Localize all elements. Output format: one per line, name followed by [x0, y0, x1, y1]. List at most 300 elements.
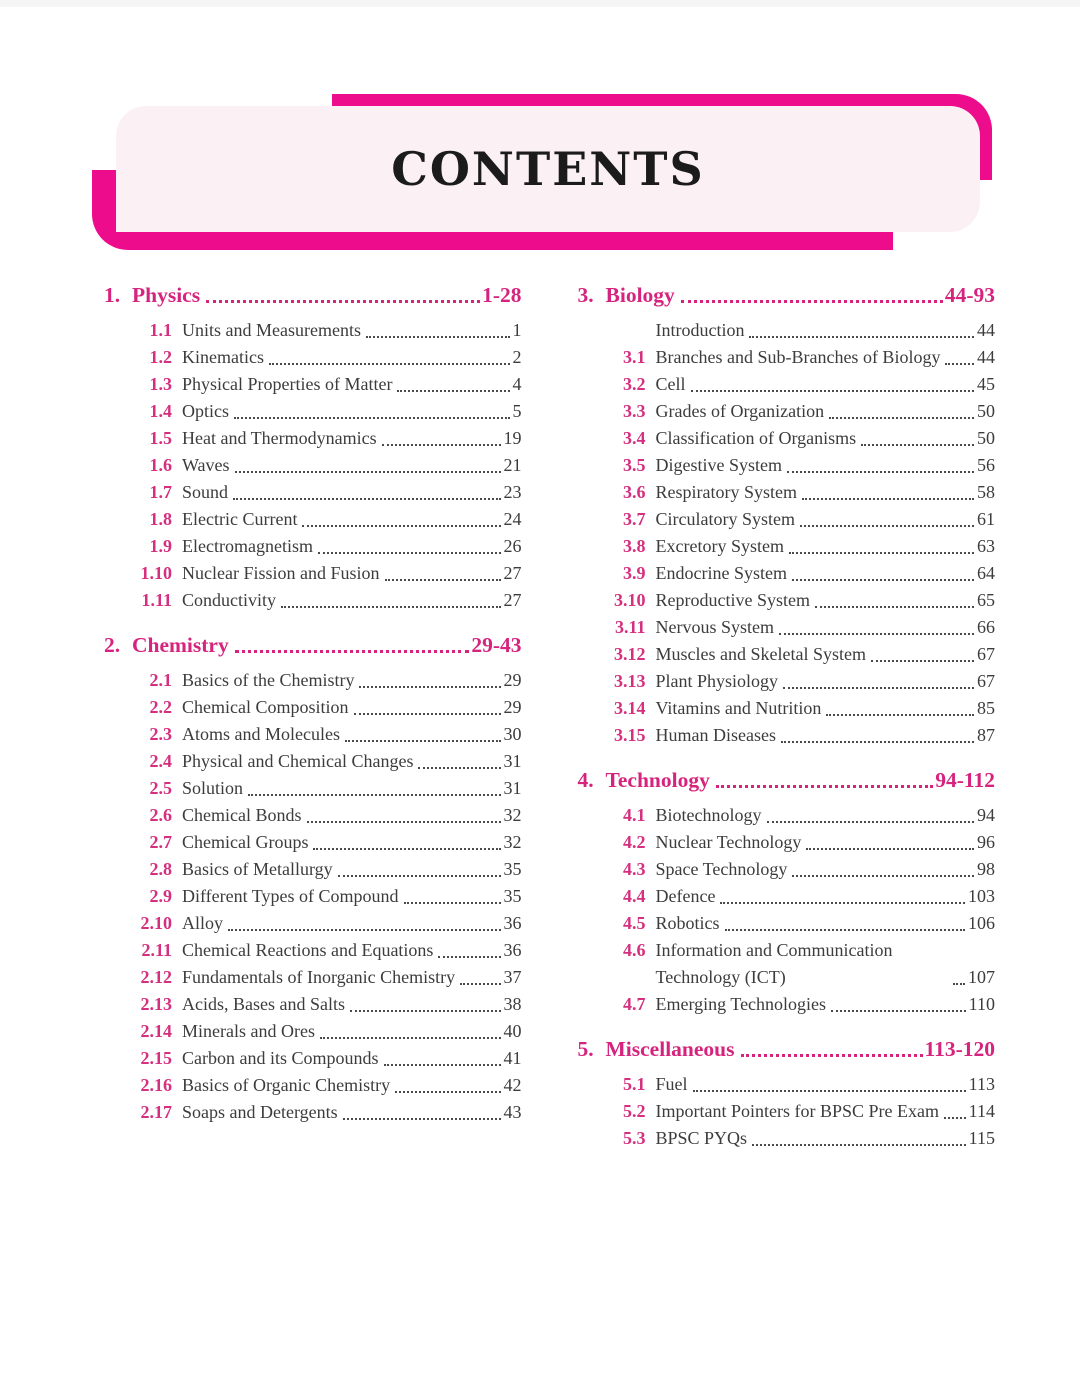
entry-page-number: 31	[503, 778, 522, 798]
toc-section	[578, 765, 996, 1018]
dotted-leader	[460, 983, 500, 985]
dotted-leader	[792, 875, 974, 877]
dotted-leader	[802, 498, 974, 500]
section-page-range: 94-112	[935, 768, 995, 792]
toc-entry	[578, 560, 996, 587]
entry-label: Conductivity	[182, 590, 276, 610]
toc-entry	[578, 479, 996, 506]
entry-page-number: 36	[503, 940, 522, 960]
entry-page-number: 56	[977, 455, 995, 475]
entry-number: 3.8	[623, 536, 646, 556]
section-page-range: 1-28	[482, 283, 522, 307]
toc-column-right	[578, 280, 996, 1152]
dotted-leader	[338, 875, 501, 877]
entry-page-number: 85	[977, 698, 995, 718]
entry-label: Fuel	[655, 1074, 688, 1094]
toc-section	[578, 280, 996, 749]
entry-page-number: 106	[968, 913, 995, 933]
toc-entry	[104, 1045, 522, 1072]
entry-label: Vitamins and Nutrition	[655, 698, 822, 718]
entry-label: Electric Current	[182, 509, 298, 529]
section-number: 2.	[104, 633, 121, 657]
entry-number: 4.5	[623, 913, 646, 933]
toc-body	[104, 280, 995, 1152]
toc-entry	[104, 533, 522, 560]
toc-entry	[578, 371, 996, 398]
dotted-leader	[438, 956, 500, 958]
entry-page-number: 40	[503, 1021, 522, 1041]
entry-page-number: 24	[503, 509, 522, 529]
dotted-leader	[681, 300, 943, 303]
toc-entry	[578, 1125, 996, 1152]
toc-entry	[578, 587, 996, 614]
entry-number: 2.11	[141, 940, 172, 960]
entry-label: Electromagnetism	[182, 536, 313, 556]
toc-entry	[104, 775, 522, 802]
entry-label: Endocrine System	[655, 563, 787, 583]
entry-page-number: 66	[977, 617, 995, 637]
toc-entry	[578, 344, 996, 371]
entry-page-number: 30	[503, 724, 522, 744]
entry-page-number: 4	[512, 374, 522, 394]
entry-label: Physical Properties of Matter	[182, 374, 393, 394]
entry-number: 4.1	[623, 805, 646, 825]
entry-number: 1.5	[149, 428, 172, 448]
dotted-leader	[815, 606, 974, 608]
dotted-leader	[235, 471, 501, 473]
dotted-leader	[767, 821, 975, 823]
entry-page-number: 32	[503, 805, 522, 825]
entry-page-number: 61	[977, 509, 995, 529]
entry-page-number: 67	[977, 644, 995, 664]
toc-entry	[104, 425, 522, 452]
section-heading	[104, 630, 522, 660]
toc-entry	[104, 991, 522, 1018]
entry-number: 2.6	[149, 805, 172, 825]
entry-label: Plant Physiology	[655, 671, 779, 691]
entry-number: 2.8	[149, 859, 172, 879]
entry-page-number: 67	[977, 671, 995, 691]
dotted-leader	[871, 660, 974, 662]
dotted-leader	[944, 1117, 966, 1119]
dotted-leader	[269, 363, 510, 365]
dotted-leader	[228, 929, 500, 931]
entry-page-number: 37	[503, 967, 522, 987]
entry-number: 1.1	[149, 320, 172, 340]
entry-label: Biotechnology	[655, 805, 762, 825]
dotted-leader	[779, 633, 974, 635]
entry-number: 2.13	[140, 994, 172, 1014]
entry-number: 3.2	[623, 374, 646, 394]
section-page-range: 113-120	[924, 1037, 995, 1061]
toc-section	[578, 1034, 996, 1152]
toc-entry	[578, 1071, 996, 1098]
section-number: 4.	[577, 768, 594, 792]
toc-entry	[104, 1018, 522, 1045]
entry-label: Grades of Organization	[655, 401, 825, 421]
dotted-leader	[366, 336, 510, 338]
entry-label: Classification of Organisms	[655, 428, 857, 448]
entry-label: Kinematics	[182, 347, 264, 367]
entry-number: 2.4	[149, 751, 172, 771]
dotted-leader	[397, 390, 509, 392]
toc-entry	[104, 479, 522, 506]
entry-label: Chemical Groups	[182, 832, 309, 852]
entry-page-number: 32	[503, 832, 522, 852]
entry-number: 3.12	[614, 644, 646, 664]
entry-number: 1.2	[149, 347, 172, 367]
entry-page-number: 65	[977, 590, 995, 610]
entry-number: 3.7	[623, 509, 646, 529]
dotted-leader	[800, 525, 974, 527]
dotted-leader	[741, 1054, 923, 1057]
entry-page-number: 31	[503, 751, 522, 771]
section-heading	[578, 280, 996, 310]
entry-page-number: 29	[503, 670, 522, 690]
entry-page-number: 50	[977, 428, 995, 448]
toc-entry	[578, 614, 996, 641]
entry-number: 1.7	[149, 482, 172, 502]
entry-label: Nuclear Fission and Fusion	[182, 563, 380, 583]
toc-section	[104, 280, 522, 614]
dotted-leader	[404, 902, 501, 904]
toc-entry	[578, 506, 996, 533]
entry-page-number: 113	[968, 1074, 995, 1094]
page-title: CONTENTS	[391, 142, 705, 196]
dotted-leader	[752, 1144, 966, 1146]
toc-entry	[104, 317, 522, 344]
toc-entry	[578, 398, 996, 425]
toc-entry	[104, 452, 522, 479]
section-number: 1.	[104, 283, 121, 307]
toc-entry	[104, 910, 522, 937]
entry-number: 3.9	[623, 563, 646, 583]
entry-label: Information and Communication Technology (ICT)	[655, 940, 893, 987]
entry-label: Different Types of Compound	[182, 886, 399, 906]
entry-label: Chemical Reactions and Equations	[182, 940, 434, 960]
toc-entry	[104, 344, 522, 371]
entry-label: Excretory System	[655, 536, 784, 556]
dotted-leader	[248, 794, 500, 796]
dotted-leader	[313, 848, 500, 850]
entry-page-number: 58	[977, 482, 995, 502]
toc-column-left	[104, 280, 522, 1152]
entry-label: Soaps and Detergents	[182, 1102, 338, 1122]
dotted-leader	[307, 821, 501, 823]
entry-number: 2.16	[140, 1075, 172, 1095]
entry-label: Muscles and Skeletal System	[655, 644, 866, 664]
entry-label: Basics of Metallurgy	[182, 859, 333, 879]
toc-entry	[104, 721, 522, 748]
entry-number: 1.11	[141, 590, 172, 610]
toc-entry	[578, 937, 996, 991]
toc-entry	[104, 1099, 522, 1126]
entry-number: 3.3	[623, 401, 646, 421]
toc-entry	[104, 694, 522, 721]
dotted-leader	[359, 686, 500, 688]
entry-label: Physical and Chemical Changes	[182, 751, 414, 771]
entry-number: 4.2	[623, 832, 646, 852]
section-page-range: 29-43	[471, 633, 522, 657]
entry-label: Carbon and its Compounds	[182, 1048, 379, 1068]
entry-number: 4.3	[623, 859, 646, 879]
entry-page-number: 98	[977, 859, 995, 879]
entry-label: Circulatory System	[655, 509, 795, 529]
toc-entry	[578, 722, 996, 749]
entry-number: 3.4	[623, 428, 646, 448]
entry-page-number: 44	[977, 320, 995, 340]
dotted-leader	[418, 767, 500, 769]
dotted-leader	[318, 552, 501, 554]
toc-entry	[578, 425, 996, 452]
entry-number: 1.3	[149, 374, 172, 394]
entry-number: 2.2	[149, 697, 172, 717]
entry-page-number: 43	[503, 1102, 522, 1122]
entry-page-number: 35	[503, 886, 522, 906]
dotted-leader	[206, 300, 480, 303]
toc-entry	[104, 856, 522, 883]
dotted-leader	[783, 687, 974, 689]
entry-label: Cell	[655, 374, 686, 394]
entry-page-number: 115	[968, 1128, 995, 1148]
entry-number: 2.7	[149, 832, 172, 852]
entry-label: BPSC PYQs	[655, 1128, 748, 1148]
dotted-leader	[385, 579, 501, 581]
entry-label: Human Diseases	[655, 725, 776, 745]
dotted-leader	[720, 902, 965, 904]
entry-page-number: 110	[968, 994, 995, 1014]
toc-section	[104, 630, 522, 1126]
dotted-leader	[749, 336, 974, 338]
dotted-leader	[792, 579, 974, 581]
entry-page-number: 50	[977, 401, 995, 421]
dotted-leader	[345, 740, 501, 742]
dotted-leader	[281, 606, 501, 608]
entry-number: 2.9	[149, 886, 172, 906]
toc-entry	[578, 452, 996, 479]
dotted-leader	[826, 714, 974, 716]
dotted-leader	[384, 1064, 501, 1066]
dotted-leader	[691, 390, 975, 392]
toc-entry	[104, 883, 522, 910]
entry-number: 3.6	[623, 482, 646, 502]
entry-page-number: 44	[977, 347, 995, 367]
toc-entry	[578, 883, 996, 910]
toc-entry	[578, 991, 996, 1018]
entry-label: Units and Measurements	[182, 320, 361, 340]
dotted-leader	[382, 444, 501, 446]
entry-label: Chemical Bonds	[182, 805, 302, 825]
entry-number: 2.12	[140, 967, 172, 987]
entry-page-number: 45	[977, 374, 995, 394]
dotted-leader	[781, 741, 974, 743]
entry-page-number: 35	[503, 859, 522, 879]
dotted-leader	[953, 983, 965, 985]
dotted-leader	[861, 444, 974, 446]
entry-label: Reproductive System	[655, 590, 810, 610]
entry-page-number: 87	[977, 725, 995, 745]
entry-page-number: 96	[977, 832, 995, 852]
entry-label: Atoms and Molecules	[182, 724, 340, 744]
dotted-leader	[350, 1010, 501, 1012]
dotted-leader	[343, 1118, 501, 1120]
toc-entry	[578, 910, 996, 937]
entry-number: 3.13	[614, 671, 646, 691]
entry-label: Nervous System	[655, 617, 774, 637]
entry-page-number: 38	[503, 994, 522, 1014]
entry-number: 2.14	[140, 1021, 172, 1041]
toc-entry	[578, 695, 996, 722]
toc-entry	[104, 667, 522, 694]
toc-entry	[578, 829, 996, 856]
entry-label: Introduction	[655, 320, 745, 340]
entry-page-number: 27	[503, 590, 522, 610]
section-heading	[578, 1034, 996, 1064]
entry-page-number: 114	[968, 1101, 995, 1121]
entry-number: 1.10	[140, 563, 172, 583]
entry-label: Emerging Technologies	[655, 994, 827, 1014]
entry-page-number: 19	[503, 428, 522, 448]
toc-entry	[104, 398, 522, 425]
toc-entry	[104, 802, 522, 829]
entry-number: 3.15	[614, 725, 646, 745]
section-title: Physics	[132, 283, 201, 307]
toc-entry	[578, 856, 996, 883]
entry-label: Robotics	[655, 913, 720, 933]
dotted-leader	[787, 471, 974, 473]
dotted-leader	[354, 713, 501, 715]
entry-number: 4.4	[623, 886, 646, 906]
entry-page-number: 26	[503, 536, 522, 556]
entry-number: 2.5	[149, 778, 172, 798]
dotted-leader	[395, 1091, 500, 1093]
entry-number: 1.9	[149, 536, 172, 556]
entry-label: Defence	[655, 886, 716, 906]
entry-number: 3.5	[623, 455, 646, 475]
section-number: 3.	[577, 283, 594, 307]
entry-number: 1.8	[149, 509, 172, 529]
entry-number: 2.15	[140, 1048, 172, 1068]
entry-number: 3.10	[614, 590, 646, 610]
toc-entry	[104, 371, 522, 398]
entry-number: 3.14	[614, 698, 646, 718]
entry-label: Nuclear Technology	[655, 832, 802, 852]
toc-entry	[104, 506, 522, 533]
section-heading	[578, 765, 996, 795]
entry-label: Waves	[182, 455, 230, 475]
entry-page-number: 107	[968, 967, 995, 987]
dotted-leader	[693, 1090, 966, 1092]
entry-label: Important Pointers for BPSC Pre Exam	[655, 1101, 939, 1121]
dotted-leader	[789, 552, 974, 554]
entry-label: Space Technology	[655, 859, 788, 879]
entry-page-number: 103	[968, 886, 995, 906]
dotted-leader	[725, 929, 965, 931]
contents-banner	[0, 94, 1080, 250]
entry-page-number: 29	[503, 697, 522, 717]
section-title: Chemistry	[132, 633, 229, 657]
dotted-leader	[806, 848, 974, 850]
entry-label: Basics of Organic Chemistry	[182, 1075, 391, 1095]
entry-number: 4.6	[623, 940, 646, 960]
entry-page-number: 21	[503, 455, 522, 475]
entry-label: Solution	[182, 778, 244, 798]
entry-page-number: 2	[512, 347, 522, 367]
entry-page-number: 94	[977, 805, 995, 825]
toc-entry	[104, 560, 522, 587]
entry-label: Acids, Bases and Salts	[182, 994, 345, 1014]
dotted-leader	[235, 650, 470, 653]
entry-label: Alloy	[182, 913, 224, 933]
entry-page-number: 42	[503, 1075, 522, 1095]
dotted-leader	[716, 785, 933, 788]
entry-number: 2.1	[149, 670, 172, 690]
toc-entry	[578, 533, 996, 560]
toc-entry	[104, 964, 522, 991]
entry-number: 5.1	[623, 1074, 646, 1094]
entry-page-number: 36	[503, 913, 522, 933]
entry-label: Sound	[182, 482, 229, 502]
entry-number: 2.17	[140, 1102, 172, 1122]
entry-label: Fundamentals of Inorganic Chemistry	[182, 967, 456, 987]
toc-entry	[104, 829, 522, 856]
banner-panel	[116, 106, 980, 232]
dotted-leader	[945, 363, 974, 365]
entry-number: 1.6	[149, 455, 172, 475]
toc-entry	[104, 937, 522, 964]
dotted-leader	[302, 525, 500, 527]
entry-number: 2.10	[140, 913, 172, 933]
entry-label: Branches and Sub-Branches of Biology	[655, 347, 941, 367]
entry-label: Respiratory System	[655, 482, 797, 502]
dotted-leader	[234, 417, 510, 419]
page-top-edge	[0, 0, 1080, 7]
entry-number: 5.2	[623, 1101, 646, 1121]
dotted-leader	[320, 1037, 501, 1039]
dotted-leader	[233, 498, 500, 500]
entry-page-number: 63	[977, 536, 995, 556]
section-page-range: 44-93	[944, 283, 995, 307]
entry-page-number: 64	[977, 563, 995, 583]
toc-entry	[104, 587, 522, 614]
toc-entry	[104, 748, 522, 775]
toc-entry	[578, 641, 996, 668]
section-heading	[104, 280, 522, 310]
section-title: Miscellaneous	[605, 1037, 735, 1061]
entry-label: Heat and Thermodynamics	[182, 428, 377, 448]
toc-entry	[578, 668, 996, 695]
toc-entry	[578, 802, 996, 829]
entry-label: Chemical Composition	[182, 697, 349, 717]
entry-number: 5.3	[623, 1128, 646, 1148]
entry-label: Basics of the Chemistry	[182, 670, 355, 690]
entry-label: Digestive System	[655, 455, 782, 475]
entry-page-number: 27	[503, 563, 522, 583]
entry-number: 4.7	[623, 994, 646, 1014]
entry-page-number: 41	[503, 1048, 522, 1068]
section-title: Biology	[605, 283, 675, 307]
entry-label: Optics	[182, 401, 229, 421]
entry-number: 3.1	[623, 347, 646, 367]
section-title: Technology	[605, 768, 710, 792]
dotted-leader	[829, 417, 974, 419]
entry-page-number: 1	[512, 320, 522, 340]
toc-entry	[578, 317, 996, 344]
entry-page-number: 23	[503, 482, 522, 502]
entry-number: 3.11	[614, 617, 646, 637]
toc-entry	[578, 1098, 996, 1125]
toc-entry	[104, 1072, 522, 1099]
